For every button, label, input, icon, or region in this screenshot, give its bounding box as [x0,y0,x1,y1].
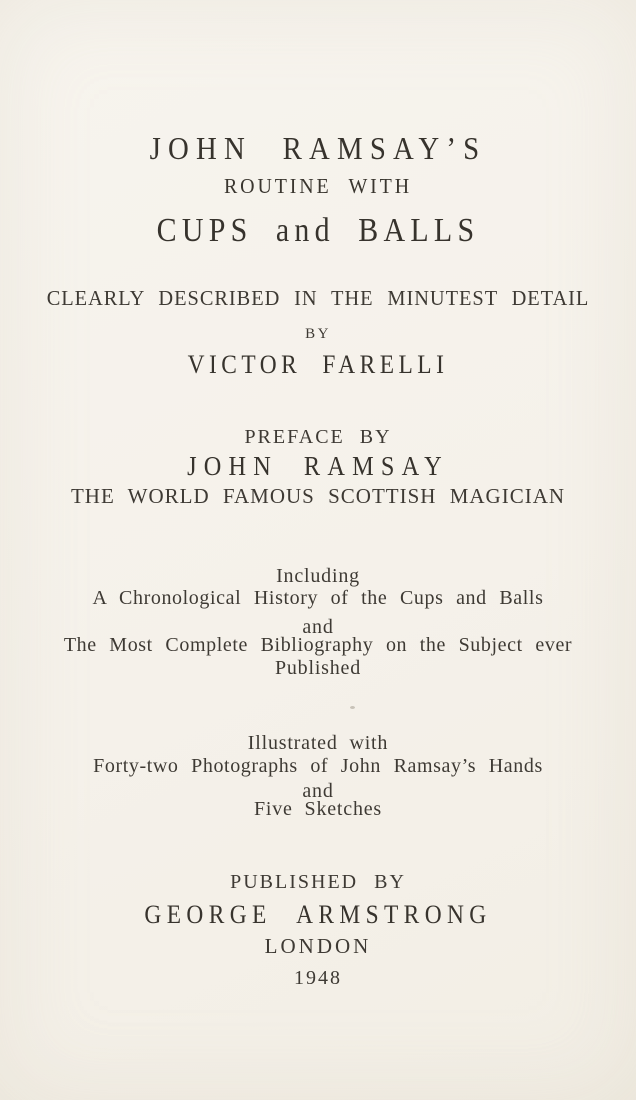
publisher-name: GEORGE ARMSTRONG [144,900,492,929]
subtitle: CLEARLY DESCRIBED IN THE MINUTEST DETAIL [46,286,590,310]
illustrations-conjunction: and [302,780,334,802]
preface-author-name: JOHN RAMSAY [187,451,449,481]
illustrations-heading: Illustrated with [247,732,389,754]
illustrations-line-2: Five Sketches [253,798,383,820]
including-heading: Including [276,565,360,587]
book-title-line-1: JOHN RAMSAY’S [149,130,487,166]
publication-year: 1948 [294,967,342,989]
preface-author-description: THE WORLD FAMOUS SCOTTISH MAGICIAN [70,484,566,508]
byline-label: BY [305,326,331,342]
including-conjunction: and [302,616,334,638]
book-title-line-2: ROUTINE WITH [224,174,412,198]
including-line-2: The Most Complete Bibliography on the Subject ever [63,634,573,656]
publication-city: LONDON [264,934,372,958]
published-by-label: PUBLISHED BY [230,871,406,893]
book-title-line-3: CUPS and BALLS [156,212,480,249]
preface-label: PREFACE BY [244,426,392,448]
author-name: VICTOR FARELLI [187,350,449,379]
illustrations-line-1: Forty-two Photographs of John Ramsay’s Hands [93,755,543,777]
including-line-3: Published [274,657,362,679]
scan-speck [350,706,355,709]
including-line-1: A Chronological History of the Cups and Balls [92,587,544,609]
